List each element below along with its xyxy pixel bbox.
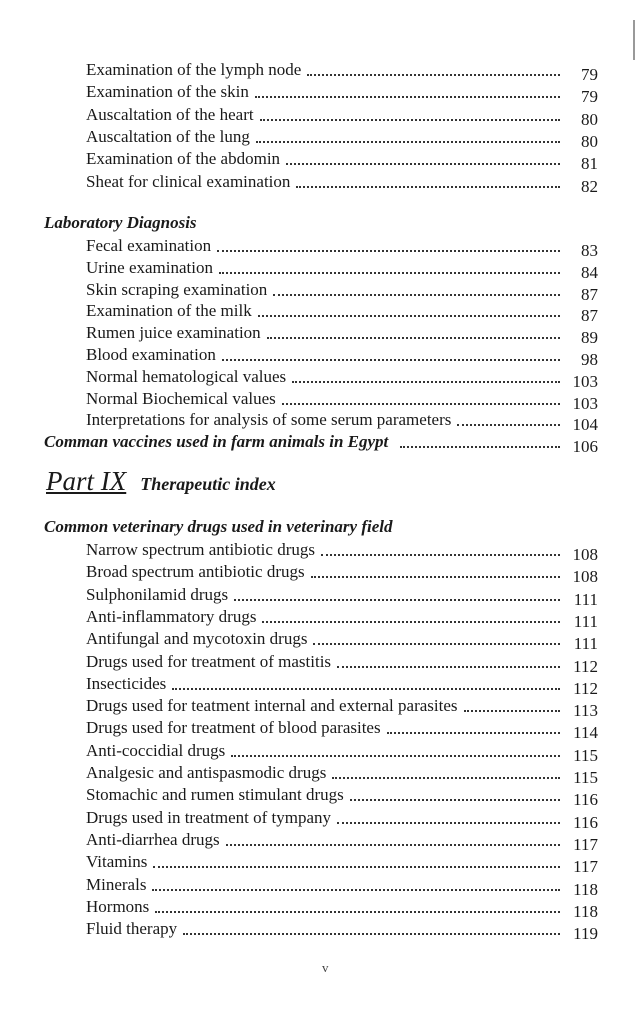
entry-label: Broad spectrum antibiotic drugs xyxy=(86,562,305,582)
toc-entry xyxy=(86,583,598,609)
toc-entry xyxy=(86,234,598,260)
entry-page-number: 81 xyxy=(581,154,598,174)
entry-label: Insecticides xyxy=(86,673,167,693)
dot-leader xyxy=(258,314,560,317)
footer-page-number: v xyxy=(322,960,329,975)
dot-leader xyxy=(155,910,560,913)
dot-leader xyxy=(313,642,560,645)
entry-page-number: 116 xyxy=(573,790,598,810)
entry-label: Anti-diarrhea drugs xyxy=(86,829,220,849)
dot-leader xyxy=(222,358,560,361)
entry-label: Auscaltation of the heart xyxy=(86,104,254,124)
toc-entry xyxy=(86,299,598,326)
entry-page-number: 83 xyxy=(581,241,598,260)
entry-page-number: 117 xyxy=(573,834,598,854)
entry-label: Anti-inflammatory drugs xyxy=(86,606,257,626)
toc-entry xyxy=(86,716,598,743)
dot-leader xyxy=(256,140,560,143)
toc-entry xyxy=(86,387,598,413)
dot-leader xyxy=(337,821,560,824)
part-number: Part IX xyxy=(46,466,127,496)
dot-leader xyxy=(307,73,560,76)
entry-label: Drugs used for treatment of mastitis xyxy=(86,651,332,671)
toc-entry xyxy=(86,321,598,348)
entry-label: Analgesic and antispasmodic drugs xyxy=(86,763,327,782)
toc-entry xyxy=(86,650,598,676)
toc-entry xyxy=(86,694,598,721)
entry-page-number: 80 xyxy=(581,131,598,151)
entry-label: Blood examination xyxy=(86,345,216,364)
part-heading xyxy=(46,466,276,497)
scan-edge-mark xyxy=(633,20,635,60)
entry-page-number: 115 xyxy=(573,745,598,765)
toc-entry xyxy=(86,256,598,282)
entry-label: Drugs used for teatment internal and external parasites xyxy=(86,696,458,716)
toc-entry xyxy=(86,917,598,944)
toc-entry xyxy=(86,850,598,877)
dot-leader xyxy=(267,336,560,339)
entry-label: Normal hematological values xyxy=(86,366,287,386)
entry-label: Fluid therapy xyxy=(86,919,178,939)
part-title: Therapeutic index xyxy=(140,474,276,494)
entry-page-number: 108 xyxy=(572,545,598,564)
section-heading-laboratory: Laboratory Diagnosis xyxy=(44,213,197,232)
entry-page-number: 115 xyxy=(573,768,598,787)
entry-page-number: 79 xyxy=(581,87,598,107)
entry-page-number: 103 xyxy=(572,371,598,391)
toc-entry xyxy=(86,538,598,564)
entry-page-number: 103 xyxy=(572,393,598,413)
entry-page-number: 108 xyxy=(572,567,598,587)
entry-label: Anti-coccidial drugs xyxy=(86,740,226,760)
entry-page-number: 117 xyxy=(573,857,598,877)
entry-label: Normal Biochemical values xyxy=(86,388,276,408)
dot-leader xyxy=(255,95,560,98)
entry-page-number: 119 xyxy=(573,924,598,944)
entry-label: Drugs used for treatment of blood parasites xyxy=(86,718,381,738)
dot-leader xyxy=(332,776,560,779)
entry-page-number: 82 xyxy=(581,176,598,196)
entry-page-number: 112 xyxy=(573,656,598,676)
toc-entry xyxy=(86,672,598,698)
toc-entry xyxy=(86,278,598,304)
dot-leader xyxy=(172,687,560,690)
toc-entry xyxy=(86,80,598,107)
dot-leader xyxy=(273,293,560,296)
entry-label: Urine examination xyxy=(86,257,213,277)
entry-label: Drugs used in treatment of tympany xyxy=(86,807,332,827)
dot-leader xyxy=(296,185,560,188)
dot-leader xyxy=(457,423,560,426)
entry-page-number: 80 xyxy=(581,109,598,129)
toc-entry xyxy=(86,605,598,631)
entry-label: Stomachic and rumen stimulant drugs xyxy=(86,785,344,805)
entry-label: Rumen juice examination xyxy=(86,323,261,343)
entry-label: Interpretations for analysis of some serum parameters xyxy=(86,410,452,430)
toc-entry xyxy=(86,761,598,787)
entry-label: Comman vaccines used in farm animals in Egypt xyxy=(44,432,389,451)
toc-entry xyxy=(86,828,598,854)
dot-leader xyxy=(292,380,560,383)
dot-leader xyxy=(337,665,560,668)
toc-entry xyxy=(86,103,598,129)
entry-label: Vitamins xyxy=(86,852,148,872)
toc-entry xyxy=(86,806,598,832)
dot-leader xyxy=(262,620,560,623)
dot-leader xyxy=(219,271,560,274)
dot-leader xyxy=(234,598,560,601)
entry-page-number: 111 xyxy=(573,589,598,609)
entry-page-number: 79 xyxy=(581,65,598,84)
toc-entry xyxy=(86,170,598,196)
toc-entry xyxy=(86,343,598,369)
entry-label: Sheat for clinical examination xyxy=(86,171,291,191)
entry-page-number: 118 xyxy=(573,879,598,899)
dot-leader xyxy=(400,446,560,448)
dot-leader xyxy=(311,575,560,578)
entry-label: Skin scraping examination xyxy=(86,279,268,299)
entry-page-number: 106 xyxy=(572,437,598,456)
dot-leader xyxy=(286,162,560,165)
entry-page-number: 116 xyxy=(573,812,598,832)
dot-leader xyxy=(226,843,560,846)
entry-page-number: 114 xyxy=(573,723,598,743)
toc-entry-vaccines xyxy=(44,430,598,456)
dot-leader xyxy=(260,118,560,121)
entry-label: Minerals xyxy=(86,874,147,894)
dot-leader xyxy=(282,402,560,405)
entry-page-number: 104 xyxy=(572,415,598,435)
entry-label: Antifungal and mycotoxin drugs xyxy=(86,629,308,649)
dot-leader xyxy=(464,709,560,712)
dot-leader xyxy=(231,754,560,757)
entry-page-number: 113 xyxy=(573,701,598,721)
toc-entry xyxy=(86,147,598,174)
toc-entry xyxy=(86,627,598,654)
toc-entry xyxy=(86,408,598,435)
entry-page-number: 87 xyxy=(581,306,598,326)
entry-page-number: 118 xyxy=(573,901,598,921)
entry-page-number: 111 xyxy=(573,611,598,631)
dot-leader xyxy=(387,731,560,734)
section-heading-drugs: Common veterinary drugs used in veterinary field xyxy=(44,517,393,536)
entry-label: Examination of the skin xyxy=(86,82,249,102)
entry-page-number: 112 xyxy=(573,678,598,698)
entry-label: Examination of the milk xyxy=(86,301,252,321)
toc-entry xyxy=(86,873,598,899)
dot-leader xyxy=(217,249,560,252)
entry-page-number: 98 xyxy=(581,350,598,369)
toc-entry xyxy=(86,895,598,921)
entry-label: Examination of the abdomin xyxy=(86,149,281,169)
toc-entry xyxy=(86,365,598,391)
entry-page-number: 89 xyxy=(581,328,598,348)
entry-page-number: 84 xyxy=(581,262,598,282)
dot-leader xyxy=(152,888,560,891)
toc-entry xyxy=(86,125,598,151)
entry-label: Sulphonilamid drugs xyxy=(86,584,229,604)
dot-leader xyxy=(183,932,560,935)
dot-leader xyxy=(321,553,560,556)
toc-entry xyxy=(86,58,598,84)
dot-leader xyxy=(153,865,560,868)
entry-label: Hormons xyxy=(86,896,150,916)
entry-label: Fecal examination xyxy=(86,236,212,255)
entry-page-number: 87 xyxy=(581,284,598,304)
toc-entry xyxy=(86,783,598,810)
toc-entry xyxy=(86,739,598,765)
entry-label: Auscaltation of the lung xyxy=(86,126,250,146)
toc-entry xyxy=(86,560,598,587)
dot-leader xyxy=(350,798,560,801)
entry-page-number: 111 xyxy=(573,634,598,654)
entry-label: Examination of the lymph node xyxy=(86,60,302,79)
entry-label: Narrow spectrum antibiotic drugs xyxy=(86,540,315,559)
